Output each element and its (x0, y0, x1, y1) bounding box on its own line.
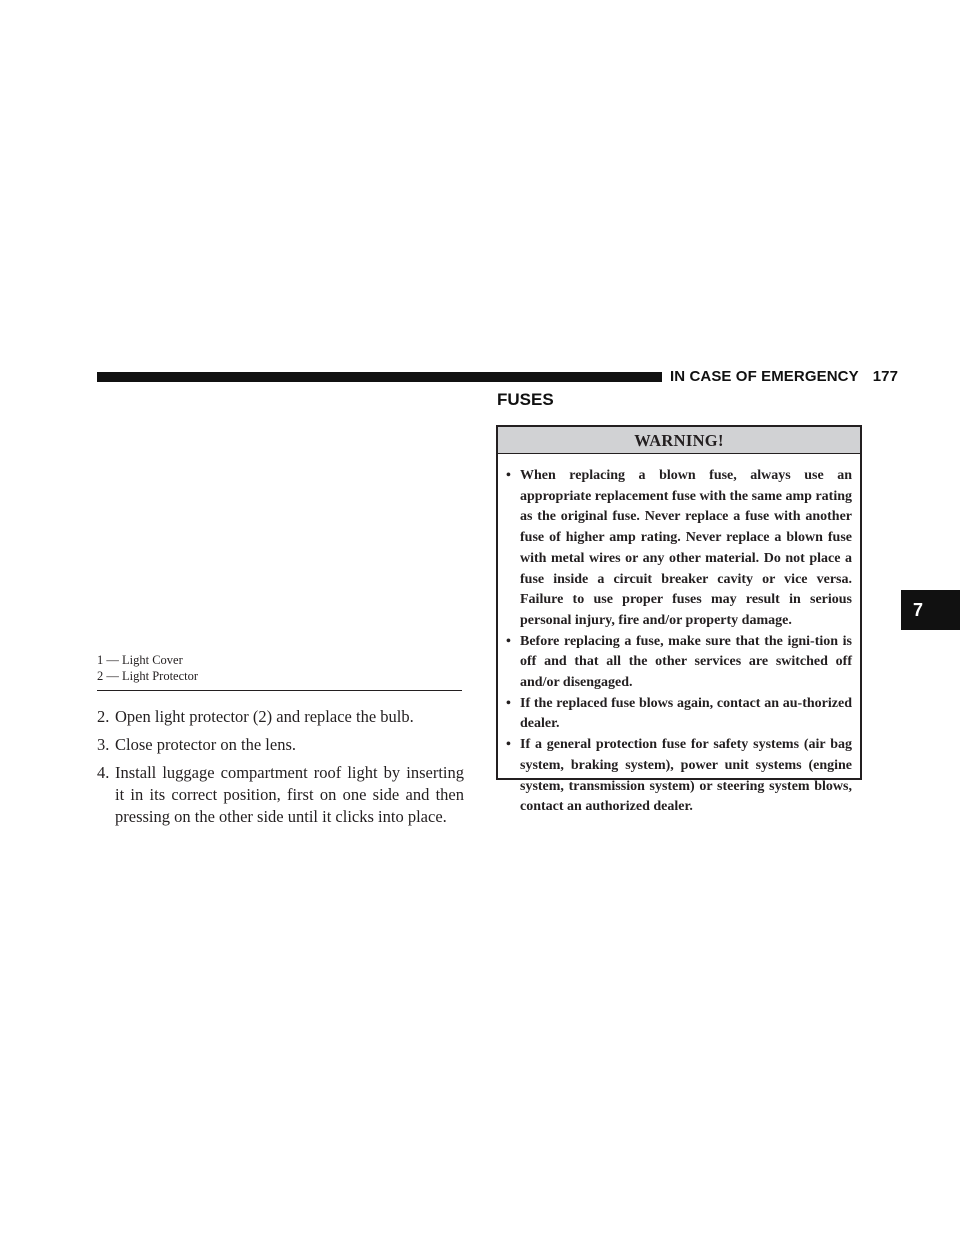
page-number: 177 (872, 368, 899, 385)
warning-heading: WARNING! (498, 427, 860, 454)
warning-box (496, 425, 862, 815)
warning-list (498, 454, 860, 818)
running-header (670, 368, 898, 385)
caption-light-cover: 1 — Light Cover (97, 653, 183, 667)
warning-item-text: When replacing a blown fuse, always use an appropriate replacement fuse with the same amp rating as the original fuse. Never replace a fuse with another fuse of higher amp rating. Never replace a blown fuse with metal wires or any other material. Do not place a fuse inside a circuit breaker cavity or vice versa. Failure to use proper fuses may result in serious personal injury, fire and/or property damage. (520, 468, 852, 628)
warning-item-text: If a general protection fuse for safety systems (air bag system, braking system), power unit systems (engine system, transmission system) or steering system blows, contact an authorized dealer. (520, 737, 852, 815)
step-2 (97, 706, 464, 728)
warning-item (506, 466, 852, 632)
header-rule (97, 372, 662, 382)
step-number: 4. (97, 763, 110, 782)
caption-rule (97, 690, 462, 691)
warning-item-text: If the replaced fuse blows again, contact an au-thorized dealer. (520, 695, 852, 732)
bullet-icon: • (506, 695, 511, 711)
warning-item-text: Before replacing a fuse, make sure that the igni-tion is off and that all the other services are switched off and/or disengaged. (520, 633, 852, 691)
step-3 (97, 734, 464, 756)
warning-item (506, 694, 852, 735)
figure-captions (97, 652, 462, 684)
caption-light-protector: 2 — Light Protector (97, 669, 199, 683)
warning-item (506, 735, 852, 818)
bullet-icon: • (506, 468, 511, 483)
step-4 (97, 762, 464, 828)
step-text: Close protector on the lens. (115, 735, 297, 754)
warning-item (506, 632, 852, 694)
step-text: Install luggage compartment roof light by inserting it in its correct position, first on one side and then pressing on the other side until it clicks into place. (115, 763, 464, 826)
section-title-fuses: FUSES (497, 390, 554, 409)
chapter-tab: 7 (901, 590, 960, 630)
step-number: 3. (97, 735, 110, 754)
bullet-icon: • (506, 737, 511, 753)
step-number: 2. (97, 707, 110, 726)
section-name: IN CASE OF EMERGENCY (670, 368, 859, 385)
step-text: Open light protector (2) and replace the bulb. (115, 707, 414, 726)
bullet-icon: • (506, 633, 511, 649)
